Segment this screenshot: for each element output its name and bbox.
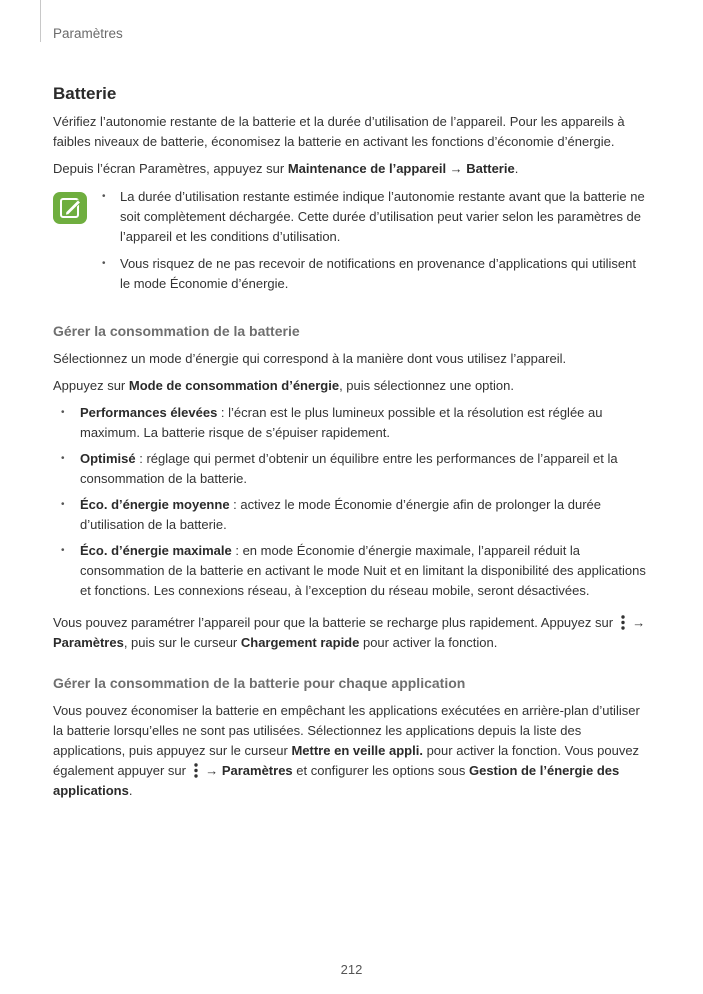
section1-paragraph: Sélectionnez un mode d’énergie qui correspond à la manière dont vous utilisez l’appareil. xyxy=(53,351,567,366)
more-options-icon xyxy=(193,763,199,778)
header-divider xyxy=(40,0,41,42)
menu-app-power-management: Gestion de l’énergie des applications xyxy=(53,763,620,798)
list-item: • Éco. d’énergie maximale : en mode Économie d’énergie maximale, l’appareil réduit la consommation de la batterie en activant le mode Nuit et en limitant la disponibilité des applications et fonctions. Les connexions réseau, à l’exception du réseau mobile, seront désactivées. xyxy=(53,541,648,601)
note-item: • Vous risquez de ne pas recevoir de notifications en provenance d’applications qui utilisent le mode Économie d’énergie. xyxy=(100,254,648,294)
menu-parametres: Paramètres xyxy=(221,763,293,778)
menu-maintenance: Maintenance de l’appareil xyxy=(287,161,447,176)
running-header: Paramètres xyxy=(53,26,123,41)
section-heading: Gérer la consommation de la batterie xyxy=(53,323,300,339)
note-pencil-icon xyxy=(53,192,87,224)
intro-paragraph: Vérifiez l’autonomie restante de la batterie et la durée d’utilisation de l’appareil. Pour les appareils à faibles niveaux de batterie, économisez la batterie en activant les fonctions d’économie d’énergie. xyxy=(53,114,625,149)
section-heading: Gérer la consommation de la batterie pour chaque application xyxy=(53,675,466,691)
menu-power-mode: Mode de consommation d’énergie xyxy=(128,378,340,393)
menu-batterie: Batterie xyxy=(466,161,515,176)
menu-parametres: Paramètres xyxy=(53,635,124,650)
menu-fast-charge: Chargement rapide xyxy=(240,635,360,650)
fast-charge-paragraph: Vous pouvez paramétrer l’appareil pour que la batterie se recharge plus rapidement. Appuyez sur → Paramètres, puis sur le curseur Chargement rapide pour activer la fonction. xyxy=(53,615,646,650)
page-content xyxy=(53,84,648,808)
section2-paragraph: Vous pouvez économiser la batterie en empêchant les applications exécutées en arrière-plan d’utiliser la batterie lorsqu’elles ne sont pas utilisées. Sélectionnez les applications depuis la liste des applications, puis appuyez sur le curseur Mettre en veille appli. pour activer la fonction. Vous pouvez également appuyer sur → Paramètres et configurer les options sous Gestion de l’énergie des applications. xyxy=(53,703,640,798)
page-title: Batterie xyxy=(53,84,117,103)
note-box xyxy=(53,187,648,301)
power-mode-list xyxy=(53,403,648,601)
page-number: 212 xyxy=(340,962,363,977)
intro-path-paragraph: Depuis l’écran Paramètres, appuyez sur Maintenance de l’appareil → Batterie. xyxy=(53,161,519,176)
note-item: • La durée d’utilisation restante estimée indique l’autonomie restante avant que la batterie ne soit complètement déchargée. Cette durée d’utilisation peut varier selon les paramètres de l’appareil et les conditions d’utilisation. xyxy=(100,187,648,247)
list-item: • Éco. d’énergie moyenne : activez le mode Économie d’énergie afin de prolonger la durée d’utilisation de la batterie. xyxy=(53,495,648,535)
note-list xyxy=(100,187,648,301)
list-item: • Optimisé : réglage qui permet d’obtenir un équilibre entre les performances de l’appareil et la consommation de la batterie. xyxy=(53,449,648,489)
list-item: • Performances élevées : l’écran est le plus lumineux possible et la résolution est réglée au maximum. La batterie risque de s’épuiser rapidement. xyxy=(53,403,648,443)
menu-sleep-app: Mettre en veille appli. xyxy=(291,743,423,758)
section1-instruction: Appuyez sur Mode de consommation d’énergie, puis sélectionnez une option. xyxy=(53,378,514,393)
more-options-icon xyxy=(620,615,626,630)
